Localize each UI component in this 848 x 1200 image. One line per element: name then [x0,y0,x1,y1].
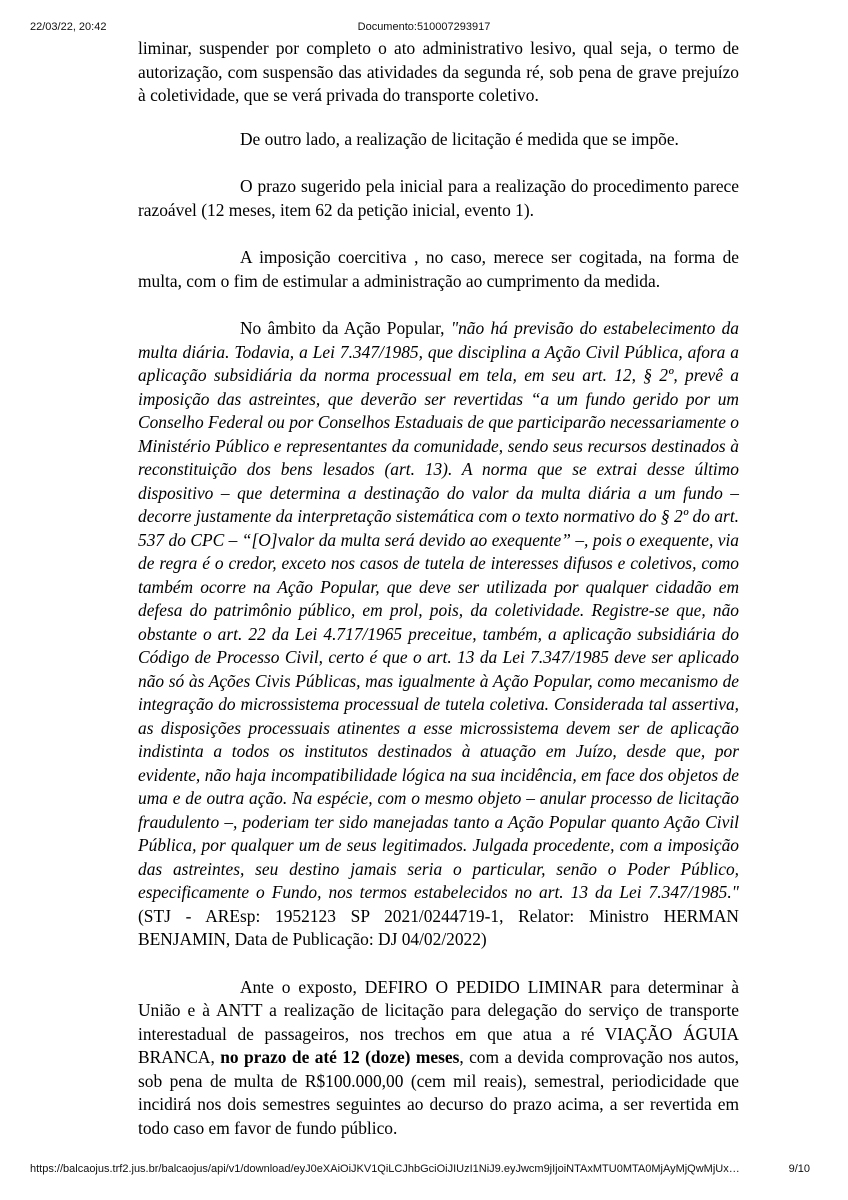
paragraph-continuation: liminar, suspender por completo o ato administrativo lesivo, qual seja, o termo de autorização, com suspensão das atividades da segunda ré, sob pena de grave prejuízo à coletividade, que se verá privada do transporte coletivo. [138,38,739,105]
jurisprudence-quote: "não há previsão do estabelecimento da multa diária. Todavia, a Lei 7.347/1985, que disciplina a Ação Civil Pública, afora a aplicação subsidiária da norma processual em tela, em seu art. 12, § 2º, prevê a imposição das astreintes, que deverão ser revertidas “a um fundo gerido por um Conselho Federal ou por Conselhos Estaduais de que participarão necessariamente o Ministério Público e representantes da comunidade, sendo seus recursos destinados à reconstituição dos bens lesados (art. 13). A norma que se extrai desse último dispositivo – que determina a destinação do valor da multa diária a um fundo – decorre justamente da interpretação sistemática com o texto normativo do § 2º do art. 537 do CPC – “[O]valor da multa será devido ao exequente” –, pois o exequente, via de regra é o credor, exceto nos casos de tutela de interesses difusos e coletivos, como também ocorre na Ação Popular, que deve ser utilizada por qualquer cidadão em defesa do patrimônio público, em prol, pois, da coletividade. Registre-se que, não obstante o art. 22 da Lei 4.717/1965 preceitue, também, a aplicação subsidiária do Código de Processo Civil, certo é que o art. 13 da Lei 7.347/1985 deve ser aplicado não só às Ações Civis Públicas, mas igualmente à Ação Popular, como mecanismo de integração do microssistema processual de tutela coletiva. Considerada tal assertiva, as disposições processuais atinentes a esse microssistema devem ser de aplicação indistinta a todos os institutos destinados à atuação em Juízo, desde que, por evidente, não haja incompatibilidade lógica na sua incidência, em face dos objetos de uma e de outra ação. Na espécie, com o mesmo objeto – anular processo de licitação fraudulento –, poderiam ter sido manejadas tanto a Ação Popular quanto Ação Civil Pública, por qualquer um de seus legitimados. Julgada procedente, com a imposição das astreintes, seu destino jamais seria o particular, senão o Poder Público, especificamente o Fundo, nos termos estabelecidos no art. 13 da Lei 7.347/1985." [138,318,739,902]
document-body [138,37,739,1164]
paragraph-licitacao: De outro lado, a realização de licitação é medida que se impõe. [240,128,679,149]
jurisprudence-citation: (STJ - AREsp: 1952123 SP 2021/0244719-1, Relator: Ministro HERMAN BENJAMIN, Data de Publicação: DJ 04/02/2022) [138,905,739,949]
dispositivo-deadline: no prazo de até 12 (doze) meses [220,1047,460,1067]
paragraph-prazo: O prazo sugerido pela inicial para a realização do procedimento parece razoável (12 meses, item 62 da petição inicial, evento 1). [138,176,739,220]
paragraph-imposicao: A imposição coercitiva , no caso, merece ser cogitada, na forma de multa, com o fim de estimular a administração ao cumprimento da medida. [138,247,739,291]
paragraph-intro: No âmbito da Ação Popular, [240,318,451,338]
page-number: 9/10 [788,1163,810,1175]
paragraph-acao-popular [138,317,739,952]
document-id: Documento:510007293917 [357,21,491,33]
dispositivo-text-b: , com a devida comprovação nos autos, sob pena de multa de R$100.000,00 (cem mil reais), semestral, periodicidade que incidirá nos dois semestres seguintes ao decurso do prazo acima, a ser revertida em todo caso em favor de fundo público. [138,1047,739,1138]
document-url: https://balcaojus.trf2.jus.br/balcaojus/api/v1/download/eyJ0eXAiOiJKV1QiLCJhbGciOiJIUzI1NiJ9.eyJwcm9jIjoiNTAxMTU0MTA0MjAyMjQwMjUx… [30,1163,740,1175]
dispositivo-text-a: Ante o exposto, DEFIRO O PEDIDO LIMINAR para determinar à União e à ANTT a realização de licitação para delegação do serviço de transporte interestadual de passageiros, nos trechos em que atua a ré VIAÇÃO ÁGUIA BRANCA, [138,976,739,1067]
print-datetime: 22/03/22, 20:42 [30,21,107,33]
paragraph-dispositivo [138,976,739,1141]
